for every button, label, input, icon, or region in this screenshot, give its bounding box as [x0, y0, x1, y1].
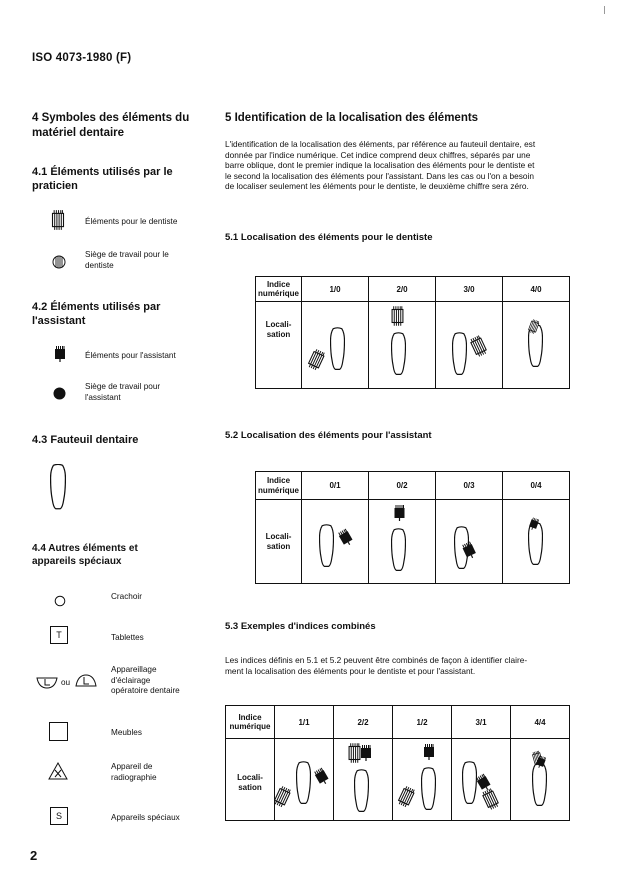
dentist-element-icon — [51, 209, 65, 231]
table-indice-cell: 4/4 — [511, 706, 570, 739]
table-loc-cell — [302, 302, 369, 389]
diagram-0-2 — [369, 501, 435, 583]
diagram-1-0 — [302, 303, 368, 387]
diagram-0-4 — [503, 501, 569, 583]
table-loc-cell — [369, 500, 436, 584]
dental-chair-icon — [50, 464, 66, 510]
diagram-2-0 — [369, 303, 435, 387]
table-loc-cell — [393, 739, 452, 821]
table-loc-cell — [369, 302, 436, 389]
table-loc-cell — [452, 739, 511, 821]
lighting-icon-a — [36, 675, 58, 689]
section-5-1-title: 5.1 Localisation des éléments pour le dentiste — [225, 232, 433, 243]
section-4-4-title: 4.4 Autres éléments et appareils spéciaux — [32, 543, 138, 567]
table-loc-cell — [436, 500, 503, 584]
item-dentist-seat: Siège de travail pour le dentiste — [85, 250, 169, 270]
diagram-1-1 — [275, 740, 333, 820]
table-indice-cell: 4/0 — [503, 277, 570, 302]
table-header-indice: Indice numérique — [256, 472, 302, 500]
table-indice-cell: 0/2 — [369, 472, 436, 500]
crachoir-icon — [54, 595, 66, 607]
table-loc-cell — [302, 500, 369, 584]
special-icon: S — [50, 807, 68, 825]
item-dentist-elements: Éléments pour le dentiste — [85, 217, 178, 226]
lighting-icon-b — [75, 674, 97, 688]
table-loc-cell — [436, 302, 503, 389]
diagram-3-1 — [452, 740, 510, 820]
table-indice-cell: 1/2 — [393, 706, 452, 739]
item-radiographie: Appareil de radiographie — [111, 762, 157, 782]
section-5-2-title: 5.2 Localisation des éléments pour l'assistant — [225, 430, 432, 441]
table-loc-cell — [503, 500, 570, 584]
table-assistant-localisation — [255, 471, 570, 584]
section-5-3-title: 5.3 Exemples d'indices combinés — [225, 621, 376, 632]
section-4-1-title: 4.1 Éléments utilisés par le praticien — [32, 166, 173, 192]
item-assistant-elements: Éléments pour l'assistant — [85, 351, 176, 360]
section-5-3-paragraph: Les indices définis en 5.1 et 5.2 peuvent être combinés de façon à identifier claire- ment la localisation des éléments pour le dentiste et pour l'assistant. — [225, 655, 528, 676]
page-number: 2 — [30, 848, 38, 863]
table-loc-cell — [275, 739, 334, 821]
meubles-icon — [49, 722, 68, 741]
diagram-3-0 — [436, 303, 502, 387]
table-indice-cell: 1/0 — [302, 277, 369, 302]
table-loc-cell — [334, 739, 393, 821]
table-header-localisation: Locali- sation — [226, 739, 275, 821]
table-indice-cell: 2/2 — [334, 706, 393, 739]
table-indice-cell: 0/3 — [436, 472, 503, 500]
table-combined-indices — [225, 705, 570, 821]
table-header-localisation: Locali- sation — [256, 302, 302, 389]
assistant-seat-icon — [53, 387, 66, 400]
table-indice-cell: 3/1 — [452, 706, 511, 739]
diagram-4-4 — [511, 740, 569, 820]
table-loc-cell — [503, 302, 570, 389]
section-4-title: 4 Symboles des éléments du matériel dentaire — [32, 112, 190, 139]
document-id: ISO 4073-1980 (F) — [32, 52, 132, 64]
section-5-title: 5 Identification de la localisation des éléments — [225, 112, 479, 124]
item-eclairage: Appareillage d'éclairage opératoire dentaire — [111, 665, 180, 695]
item-meubles: Meubles — [111, 728, 142, 737]
table-header-indice: Indice numérique — [226, 706, 275, 739]
table-loc-cell — [511, 739, 570, 821]
diagram-1-2 — [393, 740, 451, 820]
table-indice-cell: 2/0 — [369, 277, 436, 302]
table-indice-cell: 0/1 — [302, 472, 369, 500]
table-header-indice: Indice numérique — [256, 277, 302, 302]
section-5-paragraph: L'identification de la localisation des éléments, par référence au fauteuil dentaire, est donnée par l'indice numérique. Cet indice comprend deux chiffres, séparés par une barre oblique, dont le premier indique la localisation des éléments pour le dentiste et le second la localisation des éléments pour l'assistant. Dans les cas ou l'on a besoin de localiser seulement les éléments pour le dentiste, le deuxième chiffre sera zéro. — [225, 139, 536, 192]
diagram-0-3 — [436, 501, 502, 583]
diagram-4-0 — [503, 303, 569, 387]
assistant-element-icon — [53, 345, 67, 363]
corner-mark — [604, 6, 605, 14]
table-indice-cell: 1/1 — [275, 706, 334, 739]
item-tablettes: Tablettes — [111, 633, 144, 642]
diagram-0-1 — [302, 501, 368, 583]
section-4-3-title: 4.3 Fauteuil dentaire — [32, 434, 139, 446]
section-4-2-title: 4.2 Éléments utilisés par l'assistant — [32, 301, 161, 327]
item-speciaux: Appareils spéciaux — [111, 813, 180, 822]
radiography-icon — [48, 762, 68, 780]
diagram-2-2 — [334, 740, 392, 820]
lighting-or: ou — [61, 678, 71, 687]
table-dentist-localisation — [255, 276, 570, 389]
item-assistant-seat: Siège de travail pour l'assistant — [85, 382, 161, 402]
table-indice-cell: 3/0 — [436, 277, 503, 302]
dentist-seat-icon — [52, 255, 66, 269]
item-crachoir: Crachoir — [111, 592, 142, 601]
tablette-icon: T — [50, 626, 68, 644]
table-indice-cell: 0/4 — [503, 472, 570, 500]
table-header-localisation: Locali- sation — [256, 500, 302, 584]
